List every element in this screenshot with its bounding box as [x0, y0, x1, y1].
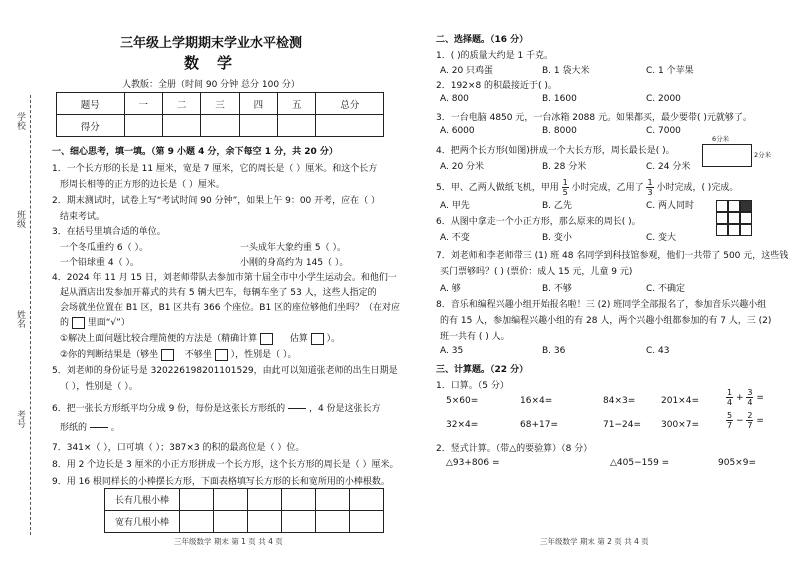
q8-stem: 8．音乐和编程兴趣小组开始报名啦！三 (2) 班同学全部报名了，参加音乐兴趣小组: [436, 300, 767, 310]
blank-fraction[interactable]: [288, 399, 306, 418]
stick-row-label: 长有几根小棒: [105, 489, 180, 511]
q4-option-b[interactable]: B. 28 分米: [542, 162, 587, 172]
score-header-cell: 四: [239, 93, 277, 115]
q8-stem-cont: 的有 15 人，参加编程兴趣小组的有 28 人，两个兴趣小组都参加的有 7 人，三 (2): [440, 316, 772, 326]
stick-cell[interactable]: [282, 489, 316, 511]
q7-option-c[interactable]: C. 不确定: [646, 284, 686, 294]
fraction-denominator: 3: [647, 188, 653, 197]
q7-option-b[interactable]: B. 不够: [542, 284, 572, 294]
footer-right: 三年级数学 期末 第 2 页 共 4 页: [540, 537, 649, 546]
grid-cell: [740, 224, 752, 236]
part1-line: （ ），性别是（ ）。: [60, 382, 138, 392]
part1-line: 9．用 16 根同样长的小棒摆长方形，下面表格填写长方形的长和宽所用的小棒根数。: [52, 477, 390, 487]
fraction: [746, 388, 753, 407]
q1-option-a[interactable]: A. 20 只鸡蛋: [440, 66, 494, 76]
q3-stem: 3．一台电脑 4850 元，一台冰箱 2088 元。如果都买，最少要带( )元就够了。: [436, 113, 752, 123]
stick-cell[interactable]: [282, 511, 316, 533]
exam-title: 三年级上学期期末学业水平检测: [120, 36, 303, 51]
part1-text: ），性别是（ ）。: [230, 350, 297, 360]
q8-stem-cont: 班一共有 ( ) 人。: [440, 332, 510, 342]
q2-option-c[interactable]: C. 2000: [646, 94, 681, 104]
part1-line: 结束考试。: [60, 212, 106, 222]
fraction-denominator: 7: [727, 421, 733, 430]
blank-fraction[interactable]: [90, 418, 108, 437]
part1-line: 会场就坐位置在 B1 区，B1 区共有 366 个座位。B1 区的座位够他们坐吗？（在对应: [60, 303, 401, 313]
stick-cell[interactable]: [180, 489, 214, 511]
grid-cell: [716, 200, 728, 212]
stick-cell[interactable]: [316, 489, 350, 511]
oral-item: 71−24=: [603, 420, 641, 430]
stick-cell[interactable]: [248, 489, 282, 511]
oral-item: 5×60=: [446, 396, 479, 406]
q4-option-c[interactable]: C. 24 分米: [646, 162, 691, 172]
part1-line: 小刚的身高约为 145（ ）。: [240, 258, 349, 268]
part1-line: 4．2024 年 11 月 15 日，刘老师带队去参加市第十届全市中小学生运动会。和他们一: [52, 273, 397, 283]
rectangle-figure: [702, 144, 752, 167]
score-label-cell: 得分: [57, 115, 125, 137]
part1-text: ②你的判断结果是（够坐: [60, 350, 159, 360]
stick-row-length: [105, 489, 384, 511]
answer-box[interactable]: [72, 317, 85, 329]
stick-cell[interactable]: [214, 489, 248, 511]
q2-option-a[interactable]: A. 800: [440, 94, 469, 104]
grid-cell: [740, 212, 752, 224]
exam-subject: 数学: [184, 54, 251, 72]
part1-line-with-frac: [60, 418, 120, 437]
stick-cell[interactable]: [350, 489, 384, 511]
binding-class-label: 班级: [15, 210, 25, 228]
q3-option-c[interactable]: C. 7000: [646, 126, 681, 136]
part1-text: 6．把一张长方形纸平均分成 9 份，每份是这张长方形纸的: [52, 404, 286, 414]
stick-cell[interactable]: [316, 511, 350, 533]
fraction: [726, 411, 733, 430]
q6-option-b[interactable]: B. 变小: [542, 233, 572, 243]
part1-line: 1．一个长方形的长是 11 厘米，宽是 7 厘米，它的周长是（ ）厘米。和这个长方: [52, 164, 378, 174]
binding-school-label: 学校: [15, 112, 25, 130]
q8-option-a[interactable]: A. 35: [440, 346, 464, 356]
fraction-numerator: 5: [727, 411, 733, 420]
q4-stem: 4．把两个长方形(如图)拼成一个大长方形，周长最长是( )。: [436, 146, 675, 156]
part1-line-with-box: [60, 331, 340, 345]
footer-left: 三年级数学 期末 第 1 页 共 4 页: [174, 537, 283, 546]
binding-exam-no-label: 考号: [15, 410, 25, 428]
binding-margin: [0, 0, 46, 561]
estimate-box[interactable]: [311, 333, 324, 345]
q3-option-b[interactable]: B. 8000: [542, 126, 577, 136]
part1-line: 一个铅球重 4（ ）。: [60, 258, 139, 268]
score-cell[interactable]: [201, 115, 239, 137]
q1-option-c[interactable]: C. 1 个苹果: [646, 66, 694, 76]
stick-cell[interactable]: [180, 511, 214, 533]
operator: +: [735, 393, 744, 403]
q6-option-a[interactable]: A. 不变: [440, 233, 470, 243]
part1-line: 3．在括号里填合适的单位。: [52, 227, 166, 237]
q5-option-b[interactable]: B. 乙先: [542, 201, 572, 211]
oral-item: 32×4=: [446, 420, 479, 430]
q5-option-c[interactable]: C. 两人同时: [646, 201, 695, 211]
q2-stem: 2．192×8 的积最接近于( )。: [436, 81, 557, 91]
oral-item: 16×4=: [520, 396, 553, 406]
part1-line: 7．341×（ ），口可填（ ）；387×3 的积的最高位是（ ）位。: [52, 443, 305, 453]
grid-cell: [716, 224, 728, 236]
equals-sign: =: [756, 416, 764, 426]
part1-line: 2．期末测试时，试卷上写“考试时间 90 分钟”，如果上午 9：00 开考，应在（ ）: [52, 196, 380, 206]
stick-cell[interactable]: [350, 511, 384, 533]
q7-stem-cont: 买门票够吗？( ) (票价：成人 15 元，儿童 9 元): [440, 267, 633, 277]
binding-line: [30, 95, 31, 535]
score-cell[interactable]: [124, 115, 162, 137]
fraction-denominator: 7: [747, 421, 753, 430]
fraction-numerator: 1: [562, 178, 568, 187]
part1-text: ，4 份是这张长方: [308, 404, 381, 414]
score-value-row: [57, 115, 384, 137]
q8-option-c[interactable]: C. 43: [646, 346, 670, 356]
part1-line-with-box: [60, 315, 130, 329]
fraction-numerator: 1: [727, 388, 733, 397]
q1-option-b[interactable]: B. 1 袋大米: [542, 66, 590, 76]
score-cell[interactable]: [239, 115, 277, 137]
part3-heading: 三、计算题。（22 分）: [436, 365, 529, 375]
q5-option-a[interactable]: A. 甲先: [440, 201, 470, 211]
part1-heading: 一、细心思考，填一填。（第 9 小题 4 分，余下每空 1 分，共 20 分）: [52, 147, 338, 157]
vertical-item: △93+806 =: [446, 458, 500, 468]
q7-option-a[interactable]: A. 够: [440, 284, 461, 294]
fraction: [746, 411, 753, 430]
part1-text: ①解决上面问题比较合理简便的方法是（精确计算: [60, 334, 258, 344]
stick-cell[interactable]: [248, 511, 282, 533]
part1-text: 。: [110, 423, 120, 433]
square-grid-figure: [716, 200, 752, 236]
part1-text: ）。: [326, 334, 341, 344]
q5-stem: [436, 178, 738, 197]
part1-line: 8．用 2 个边长是 3 厘米的小正方形拼成一个长方形，这个长方形的周长是（ ）厘米。: [52, 460, 399, 470]
grid-cell: [728, 224, 740, 236]
score-cell[interactable]: [316, 115, 384, 137]
q6-stem: 6．从图中拿走一个小正方形，那么原来的周长( )。: [436, 217, 641, 227]
stick-table: [104, 488, 384, 533]
part2-heading: 二、选择题。（16 分）: [436, 35, 529, 45]
exam-meta: 人教版：全册（时间 90 分钟 总分 100 分）: [122, 80, 300, 90]
score-table: [56, 92, 384, 137]
stick-cell[interactable]: [214, 511, 248, 533]
grid-cell-removed: [740, 200, 752, 212]
grid-cell: [728, 212, 740, 224]
fraction-numerator: 3: [747, 388, 753, 397]
part1-line-with-box: [60, 347, 296, 361]
q8-option-b[interactable]: B. 36: [542, 346, 566, 356]
q2-option-b[interactable]: B. 1600: [542, 94, 577, 104]
part1-text: 形纸的: [60, 423, 88, 433]
q1-stem: 1．( )的质量大约是 1 千克。: [436, 51, 554, 61]
part1-line-with-frac: [52, 399, 381, 418]
oral-item: 84×3=: [603, 396, 636, 406]
fraction-numerator: 1: [647, 178, 653, 187]
q3-option-a[interactable]: A. 6000: [440, 126, 475, 136]
part1-text: 里面“√”）: [87, 318, 130, 328]
q5-fraction-a: [562, 178, 569, 197]
score-header-cell: 总分: [316, 93, 384, 115]
vertical-item: △405−159 =: [610, 458, 670, 468]
grid-cell: [716, 212, 728, 224]
figure-height-label: 2分米: [754, 151, 772, 159]
q6-option-c[interactable]: C. 变大: [646, 233, 677, 243]
oral-item: 201×4=: [661, 396, 699, 406]
part1-text: 估算: [289, 334, 308, 344]
score-cell[interactable]: [162, 115, 200, 137]
fraction-expression: [726, 388, 764, 407]
stick-row-width: [105, 511, 384, 533]
precise-calc-box[interactable]: [260, 333, 273, 345]
fraction-numerator: 2: [747, 411, 753, 420]
enough-box[interactable]: [161, 349, 174, 361]
part1-line: 起从酒店出发参加开幕式的共有 5 辆大巴车，每辆车坐了 53 人，这些人指定的: [60, 288, 377, 298]
q4-option-a[interactable]: A. 20 分米: [440, 162, 485, 172]
fraction-denominator: 5: [562, 188, 568, 197]
score-header-cell: 一: [124, 93, 162, 115]
figure-width-label: 6分米: [712, 135, 730, 143]
score-header-cell: 三: [201, 93, 239, 115]
grid-cell: [728, 200, 740, 212]
score-header-cell: 五: [278, 93, 316, 115]
part1-line: 形周长相等的正方形的边长是（ ）厘米。: [60, 180, 225, 190]
fraction-denominator: 4: [747, 398, 753, 407]
oral-item: 300×7=: [661, 420, 699, 430]
score-header-cell: 二: [162, 93, 200, 115]
fraction-denominator: 4: [727, 398, 733, 407]
equals-sign: =: [756, 393, 764, 403]
q5-text: 5．甲、乙两人做纸飞机，甲用: [436, 183, 559, 193]
binding-name-label: 姓名: [15, 310, 25, 328]
oral-item: 68+17=: [520, 420, 558, 430]
score-header-cell: 题号: [57, 93, 125, 115]
part1-line: 一头成年大象约重 5（ ）。: [240, 243, 346, 253]
not-enough-box[interactable]: [215, 349, 228, 361]
part1-line: 一个冬瓜重约 6（ ）。: [60, 243, 148, 253]
score-header-row: [57, 93, 384, 115]
fraction: [726, 388, 733, 407]
operator: −: [735, 416, 744, 426]
q5-text: 小时完成，( )完成。: [656, 183, 739, 193]
q7-stem: 7．刘老师和李老师带三 (1) 班 48 名同学到科技馆参观，他们一共带了 500 元，这些钱: [436, 251, 789, 261]
part1-line: 5．刘老师的身份证号是 320226198201101529，由此可以知道张老师的出生日期是: [52, 366, 398, 376]
stick-row-label: 宽有几根小棒: [105, 511, 180, 533]
fraction-expression: [726, 411, 764, 430]
oral-heading: 1．口算。（5 分）: [436, 381, 509, 391]
vertical-heading: 2．竖式计算。（带△的要验算）（8 分）: [436, 444, 593, 454]
part1-text: 的: [60, 318, 70, 328]
vertical-item: 905×9=: [718, 458, 756, 468]
score-cell[interactable]: [278, 115, 316, 137]
q5-fraction-b: [646, 178, 653, 197]
part1-text: 不够坐: [184, 350, 212, 360]
q5-text: 小时完成，乙用了: [571, 183, 644, 193]
